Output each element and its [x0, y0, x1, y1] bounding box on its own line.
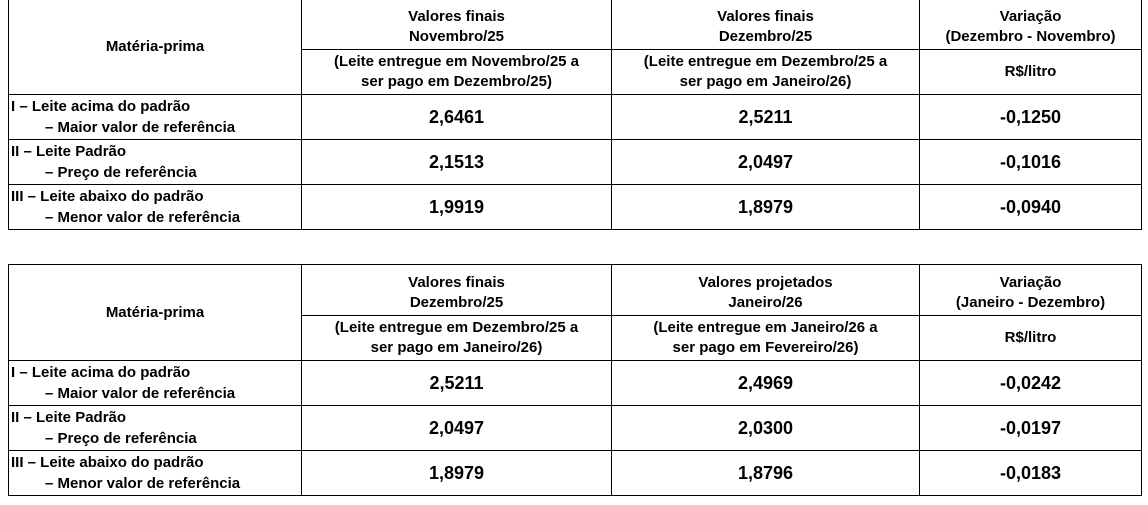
table-row: [9, 140, 1142, 185]
row-label: [9, 451, 302, 496]
row-label-line2: – Preço de referência: [45, 430, 197, 447]
col3-header-line2: Dezembro/25: [718, 28, 813, 45]
value-cell: 2,1513: [302, 140, 612, 185]
col3-note-line2: ser pago em Fevereiro/26): [672, 339, 859, 356]
materia-prima-header: Matéria-prima: [9, 0, 302, 95]
col2-note-line1: (Leite entregue em Novembro/25 a: [333, 53, 580, 70]
value-cell: 2,0300: [612, 406, 920, 451]
col4-header-line2: (Dezembro - Novembro): [945, 28, 1116, 45]
row-label-line2: – Menor valor de referência: [45, 209, 241, 226]
row-label: [9, 185, 302, 230]
value-cell: 2,0497: [612, 140, 920, 185]
value-cell: 1,8796: [612, 451, 920, 496]
row-label-line1: I – Leite acima do padrão: [11, 364, 191, 381]
col4-header: [920, 0, 1142, 50]
table-row: [9, 451, 1142, 496]
col2-note: [302, 50, 612, 95]
col2-note-line2: ser pago em Dezembro/25): [361, 73, 552, 90]
col4-unit: R$/litro: [920, 50, 1142, 95]
row-label-line1: II – Leite Padrão: [11, 143, 127, 160]
col4-unit: R$/litro: [920, 316, 1142, 361]
col2-header-line1: Valores finais: [408, 274, 505, 291]
row-label-line1: III – Leite abaixo do padrão: [11, 454, 204, 471]
row-label: [9, 95, 302, 140]
row-label-line2: – Menor valor de referência: [45, 475, 241, 492]
value-cell: 2,5211: [302, 361, 612, 406]
col2-note: [302, 316, 612, 361]
variation-cell: -0,0183: [920, 451, 1142, 496]
col4-header-line2: (Janeiro - Dezembro): [955, 294, 1106, 311]
row-label-line1: I – Leite acima do padrão: [11, 98, 191, 115]
table-row: [9, 406, 1142, 451]
price-table-november-december: [8, 0, 1142, 230]
row-label-line1: III – Leite abaixo do padrão: [11, 188, 204, 205]
col4-header-line1: Variação: [999, 8, 1062, 25]
variation-cell: -0,1016: [920, 140, 1142, 185]
value-cell: 2,5211: [612, 95, 920, 140]
variation-cell: -0,1250: [920, 95, 1142, 140]
col3-header: [612, 265, 920, 316]
col3-header-line2: Janeiro/26: [728, 294, 803, 311]
table-row: [9, 95, 1142, 140]
row-label: [9, 406, 302, 451]
row-label-line2: – Maior valor de referência: [45, 119, 236, 136]
col3-note: [612, 50, 920, 95]
col3-note: [612, 316, 920, 361]
row-label: [9, 140, 302, 185]
value-cell: 1,8979: [302, 451, 612, 496]
value-cell: 2,4969: [612, 361, 920, 406]
col2-header-line2: Novembro/25: [408, 28, 505, 45]
value-cell: 1,8979: [612, 185, 920, 230]
row-label-line2: – Preço de referência: [45, 164, 197, 181]
col2-header: [302, 0, 612, 50]
materia-prima-header: Matéria-prima: [9, 265, 302, 361]
row-label-line1: II – Leite Padrão: [11, 409, 127, 426]
col4-header: [920, 265, 1142, 316]
col2-header-line1: Valores finais: [408, 8, 505, 25]
col2-header: [302, 265, 612, 316]
col3-header: [612, 0, 920, 50]
variation-cell: -0,0197: [920, 406, 1142, 451]
row-label-line2: – Maior valor de referência: [45, 385, 236, 402]
table-row: [9, 185, 1142, 230]
col3-note-line2: ser pago em Janeiro/26): [679, 73, 852, 90]
table-row: [9, 361, 1142, 406]
col2-note-line1: (Leite entregue em Dezembro/25 a: [334, 319, 579, 336]
col3-header-line1: Valores projetados: [698, 274, 833, 291]
col2-header-line2: Dezembro/25: [409, 294, 504, 311]
value-cell: 2,6461: [302, 95, 612, 140]
col3-note-line1: (Leite entregue em Dezembro/25 a: [643, 53, 888, 70]
value-cell: 1,9919: [302, 185, 612, 230]
variation-cell: -0,0940: [920, 185, 1142, 230]
row-label: [9, 361, 302, 406]
col2-note-line2: ser pago em Janeiro/26): [370, 339, 543, 356]
col4-header-line1: Variação: [999, 274, 1062, 291]
variation-cell: -0,0242: [920, 361, 1142, 406]
price-table-december-january: [8, 264, 1142, 496]
col3-header-line1: Valores finais: [717, 8, 814, 25]
col3-note-line1: (Leite entregue em Janeiro/26 a: [653, 319, 878, 336]
value-cell: 2,0497: [302, 406, 612, 451]
